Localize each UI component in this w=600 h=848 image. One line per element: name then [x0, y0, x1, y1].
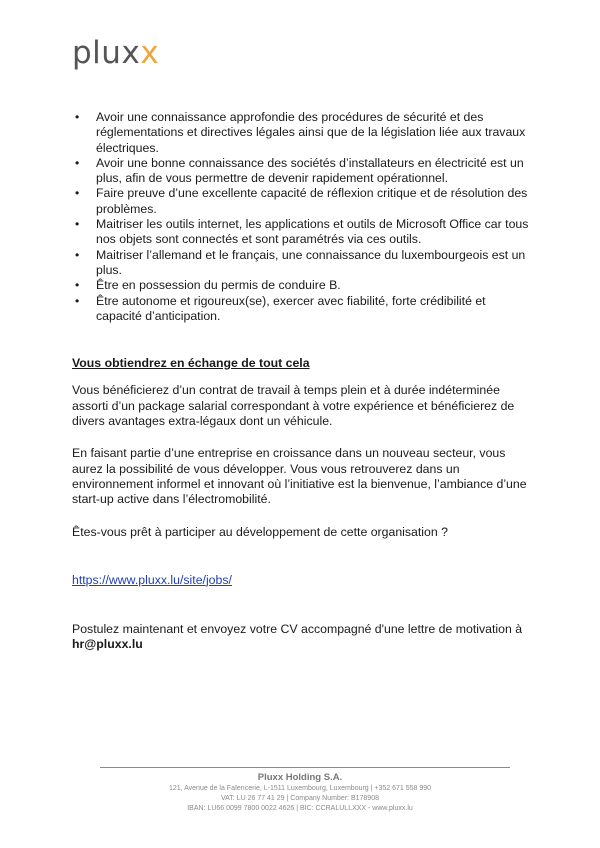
section-title: Vous obtiendrez en échange de tout cela: [72, 356, 310, 371]
list-item: • Avoir une bonne connaissance des sociétés d’installateurs en électricité est un plus, afin de vous permettre de devenir rapidement opérationnel.: [72, 156, 530, 187]
apply-text: Postulez maintenant et envoyez votre CV accompagné d'une lettre de motivation à: [72, 622, 523, 637]
footer-bank: IBAN: LU66 0099 7800 0022 4626 | BIC: CCRALULLXXX - www.pluxx.lu: [187, 805, 413, 812]
document-body: [72, 110, 530, 653]
footer-address: 121, Avenue de la Faïencerie, L-1511 Luxembourg, Luxembourg | +352 671 558 990: [168, 785, 432, 792]
list-item: • Maitriser les outils internet, les applications et outils de Microsoft Office car tous nos objets sont connectés et sont paramétrés via ces outils.: [72, 217, 530, 248]
company-paragraph: En faisant partie d’une entreprise en croissance dans un nouveau secteur, vous aurez la possibilité de vous développer. Vous vous retrouverez dans un environnement informel et innovant où l’initiative est la bienvenue, l’ambiance d’une start-up active dans l’électromobilité.: [72, 446, 527, 507]
list-item: • Faire preuve d’une excellente capacité de réflexion critique et de résolution des problèmes.: [72, 186, 530, 217]
footer: [0, 771, 600, 814]
question-paragraph: Êtes-vous prêt à participer au développement de cette organisation ?: [72, 524, 448, 539]
pluxx-logo: pluxx: [72, 35, 160, 71]
footer-company-name: Pluxx Holding S.A.: [257, 772, 343, 783]
email-address[interactable]: hr@pluxx.lu: [72, 637, 143, 652]
list-item: • Maitriser l’allemand et le français, une connaissance du luxembourgeois est un plus.: [72, 248, 530, 279]
list-item: • Avoir une connaissance approfondie des procédures de sécurité et des réglementations et directives légales ainsi que de la législation liée aux travaux électriques.: [72, 110, 530, 156]
benefits-paragraph: Vous bénéficierez d’un contrat de travail à temps plein et à durée indéterminée assorti d’un package salarial correspondant à votre expérience et bénéficierez de divers avantages extra-légaux dont un véhicule.: [72, 383, 515, 429]
apply-paragraph: [72, 622, 530, 653]
jobs-link[interactable]: https://www.pluxx.lu/site/jobs/: [72, 572, 232, 587]
list-item: • Être autonome et rigoureux(se), exercer avec fiabilité, forte crédibilité et capacité d’anticipation.: [72, 294, 530, 325]
requirements-list: [72, 110, 530, 324]
list-item: • Être en possession du permis de conduire B.: [72, 278, 530, 293]
footer-vat: VAT: LU 26 77 41 29 | Company Number: B178908: [221, 795, 379, 802]
footer-divider: [100, 767, 510, 768]
